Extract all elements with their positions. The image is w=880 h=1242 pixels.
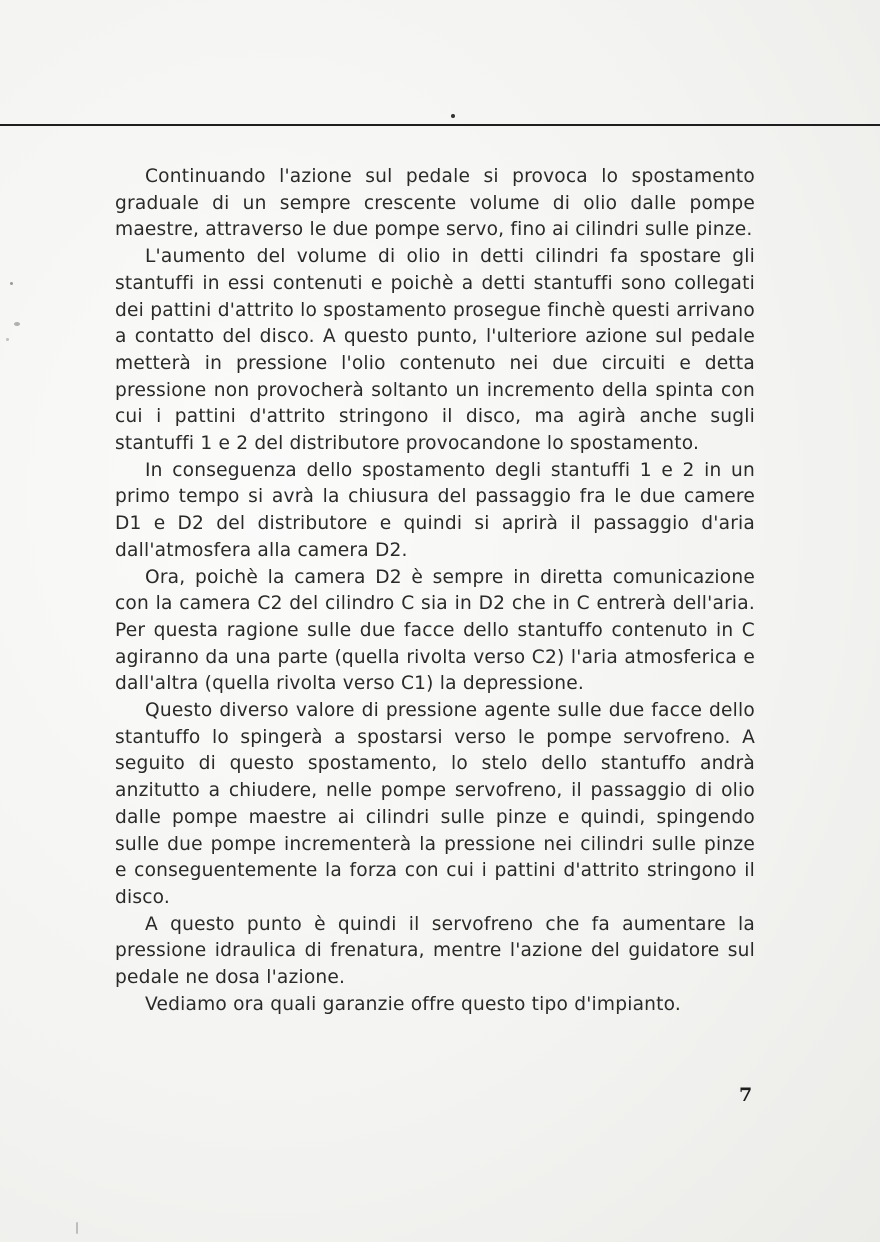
paragraph: Ora, poichè la camera D2 è sempre in diretta comunicazione con la camera C2 del cilindro C sia in D2 che in C entrerà dell'aria. Per questa ragione sulle due facce dello stantuffo contenuto in C agiranno da una parte (quella rivolta verso C2) l'aria atmosferica e dall'altra (quella rivolta verso C1) la depressione. bbox=[115, 566, 755, 695]
paragraph: In conseguenza dello spostamento degli stantuffi 1 e 2 in un primo tempo si avrà la chiusura del passaggio fra le due camere D1 e D2 del distributore e quindi si aprirà il passaggio d'aria dall'atmosfera alla camera D2. bbox=[115, 459, 755, 561]
paper-speck bbox=[6, 338, 9, 341]
paragraph: Continuando l'azione sul pedale si provoca lo spostamento graduale di un sempre crescente volume di olio dalle pompe maestre, attraverso le due pompe servo, fino ai cilindri sulle pinze. bbox=[115, 166, 755, 241]
paper-speck bbox=[76, 1222, 78, 1234]
paper-speck bbox=[14, 322, 20, 326]
paragraph: Vediamo ora quali garanzie offre questo tipo d'impianto. bbox=[145, 993, 682, 1015]
header-rule bbox=[0, 124, 880, 126]
paragraph: Questo diverso valore di pressione agente sulle due facce dello stantuffo lo spingerà a spostarsi verso le pompe servofreno. A seguito di questo spostamento, lo stelo dello stantuffo andrà anzitutto a chiudere, nelle pompe servofreno, il passaggio di olio dalle pompe maestre ai cilindri sulle pinze e quindi, spingendo sulle due pompe incrementerà la pressione nei cilindri sulle pinze e conseguentemente la forza con cui i pattini d'attrito stringono il disco. bbox=[115, 700, 755, 908]
paragraph: L'aumento del volume di olio in detti cilindri fa spostare gli stantuffi in essi contenuti e poichè a detti stantuffi sono collegati dei pattini d'attrito lo spostamento prosegue finchè questi arrivano a contatto del disco. A questo punto, l'ulteriore azione sul pedale metterà in pressione l'olio contenuto nei due circuiti e detta pressione non provocherà soltanto un incremento della spinta con cui i pattini d'attrito stringono il disco, ma agirà anche sugli stantuffi 1 e 2 del distributore provocandone lo spostamento. bbox=[115, 246, 755, 455]
top-dot bbox=[451, 114, 455, 118]
page-number: 7 bbox=[739, 1084, 753, 1106]
paragraph: A questo punto è quindi il servofreno che fa aumentare la pressione idraulica di frenatura, mentre l'azione del guidatore sul pedale ne dosa l'azione. bbox=[115, 913, 755, 989]
body-text bbox=[115, 164, 755, 1019]
paper-speck bbox=[10, 282, 13, 285]
